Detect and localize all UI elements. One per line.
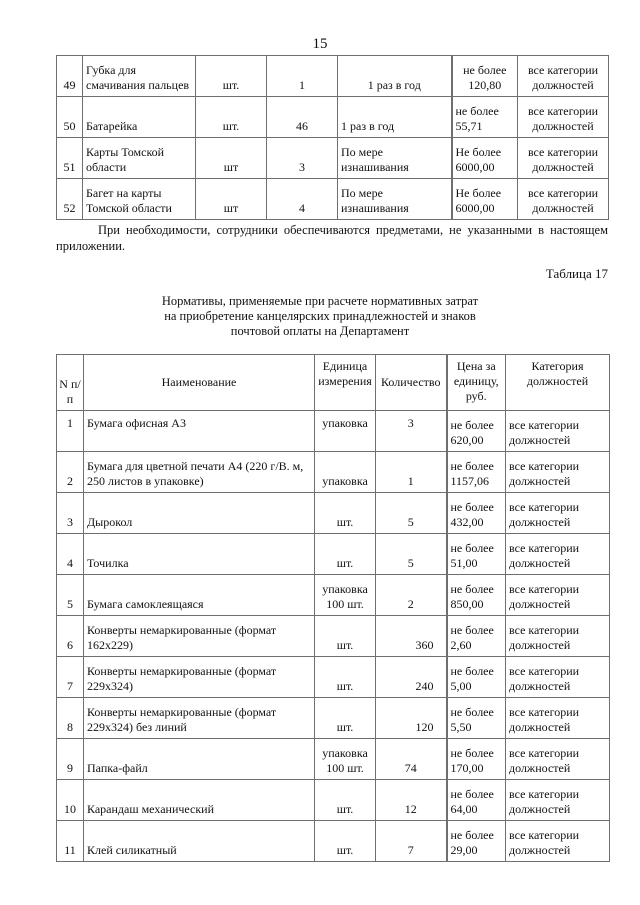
- item-quantity: 5: [376, 534, 447, 575]
- row-number: 1: [57, 411, 84, 452]
- item-quantity: 240: [376, 657, 447, 698]
- item-category: все категории должностей: [506, 780, 610, 821]
- item-unit: упаковка: [315, 411, 376, 452]
- table-header-row: [57, 355, 610, 411]
- table-label: Таблица 17: [545, 266, 608, 281]
- item-name: Бумага самоклеящаяся: [84, 575, 315, 616]
- item-unit: шт.: [196, 56, 267, 97]
- item-category: все категории должностей: [518, 97, 609, 138]
- item-name: Бумага офисная А3: [84, 411, 315, 452]
- item-price: не более 55,71: [452, 97, 518, 138]
- item-price: не более 64,00: [447, 780, 506, 821]
- item-quantity: 12: [376, 780, 447, 821]
- table-row: [57, 493, 610, 534]
- item-period: По мере изнашивания: [338, 138, 452, 179]
- item-period: 1 раз в год: [338, 97, 452, 138]
- item-name: Папка-файл: [84, 739, 315, 780]
- table-row: [57, 780, 610, 821]
- table-row: [57, 411, 610, 452]
- item-name: Дырокол: [84, 493, 315, 534]
- table-row: [57, 452, 610, 493]
- header-quantity: Количество: [376, 355, 447, 411]
- row-number: 6: [57, 616, 84, 657]
- row-number: 7: [57, 657, 84, 698]
- row-number: 2: [57, 452, 84, 493]
- item-quantity: 7: [376, 821, 447, 862]
- row-number: 49: [57, 56, 83, 97]
- item-category: все категории должностей: [506, 534, 610, 575]
- item-quantity: 5: [376, 493, 447, 534]
- item-unit: шт.: [315, 616, 376, 657]
- header-unit: Единица измерения: [315, 355, 376, 411]
- item-name: Карандаш механический: [84, 780, 315, 821]
- item-name: Карты Томской области: [83, 138, 196, 179]
- item-price: не более 29,00: [447, 821, 506, 862]
- item-category: все категории должностей: [506, 493, 610, 534]
- item-category: все категории должностей: [518, 56, 609, 97]
- item-category: все категории должностей: [506, 821, 610, 862]
- item-category: все категории должностей: [518, 179, 609, 220]
- table-row: [57, 179, 609, 220]
- item-price: Не более 6000,00: [452, 138, 518, 179]
- item-name: Губка для смачивания пальцев: [83, 56, 196, 97]
- item-price: не более 5,00: [447, 657, 506, 698]
- table-row: [57, 56, 609, 97]
- item-category: все категории должностей: [506, 411, 610, 452]
- table-title-line: Нормативы, применяемые при расчете нормативных затрат: [161, 294, 479, 308]
- row-number: 50: [57, 97, 83, 138]
- item-unit: упаковка: [315, 452, 376, 493]
- item-category: все категории должностей: [506, 698, 610, 739]
- table-row: [57, 821, 610, 862]
- table-title: [0, 294, 640, 339]
- table-row: [57, 657, 610, 698]
- item-price: не более 850,00: [447, 575, 506, 616]
- header-price: Цена за единицу, руб.: [447, 355, 506, 411]
- item-category: все категории должностей: [518, 138, 609, 179]
- item-period: 1 раз в год: [338, 56, 452, 97]
- table-row: [57, 97, 609, 138]
- row-number: 10: [57, 780, 84, 821]
- item-price: не более 432,00: [447, 493, 506, 534]
- note-paragraph: При необходимости, сотрудники обеспечиваются предметами, не указанными в настоящем приложении.: [56, 223, 608, 253]
- item-name: Батарейка: [83, 97, 196, 138]
- table-row: [57, 616, 610, 657]
- stationery-norms-table: [56, 354, 610, 862]
- page-number: 15: [312, 36, 328, 52]
- row-number: 3: [57, 493, 84, 534]
- item-category: все категории должностей: [506, 575, 610, 616]
- continued-table: [56, 55, 609, 220]
- item-price: не более 5,50: [447, 698, 506, 739]
- item-unit: шт: [196, 138, 267, 179]
- item-name: Клей силикатный: [84, 821, 315, 862]
- item-unit: шт.: [315, 698, 376, 739]
- row-number: 11: [57, 821, 84, 862]
- item-quantity: 120: [376, 698, 447, 739]
- item-quantity: 3: [376, 411, 447, 452]
- table-title-line: на приобретение канцелярских принадлежностей и знаков: [164, 309, 476, 323]
- row-number: 51: [57, 138, 83, 179]
- item-unit: упаковка 100 шт.: [315, 575, 376, 616]
- item-name: Конверты немаркированные (формат 162x229): [84, 616, 315, 657]
- item-price: не более 120,80: [452, 56, 518, 97]
- item-unit: шт.: [315, 780, 376, 821]
- item-unit: шт.: [315, 657, 376, 698]
- item-unit: шт.: [196, 97, 267, 138]
- item-unit: шт.: [315, 821, 376, 862]
- item-category: все категории должностей: [506, 739, 610, 780]
- header-name: Наименование: [84, 355, 315, 411]
- item-unit: шт.: [315, 493, 376, 534]
- item-name: Точилка: [84, 534, 315, 575]
- item-name: Бумага для цветной печати А4 (220 г/В. м, 250 листов в упаковке): [84, 452, 315, 493]
- item-quantity: 74: [376, 739, 447, 780]
- item-price: не более 1157,06: [447, 452, 506, 493]
- row-number: 52: [57, 179, 83, 220]
- item-quantity: 4: [267, 179, 338, 220]
- table-row: [57, 575, 610, 616]
- item-unit: упаковка 100 шт.: [315, 739, 376, 780]
- item-category: все категории должностей: [506, 452, 610, 493]
- item-name: Багет на карты Томской области: [83, 179, 196, 220]
- table-row: [57, 698, 610, 739]
- table-title-line: почтовой оплаты на Департамент: [230, 324, 410, 338]
- row-number: 4: [57, 534, 84, 575]
- header-number: N п/п: [57, 355, 84, 411]
- item-quantity: 360: [376, 616, 447, 657]
- item-price: не более 170,00: [447, 739, 506, 780]
- table-row: [57, 138, 609, 179]
- item-name: Конверты немаркированные (формат 229x324): [84, 657, 315, 698]
- item-category: все категории должностей: [506, 657, 610, 698]
- item-category: все категории должностей: [506, 616, 610, 657]
- item-price: не более 51,00: [447, 534, 506, 575]
- table-row: [57, 739, 610, 780]
- item-quantity: 3: [267, 138, 338, 179]
- item-period: По мере изнашивания: [338, 179, 452, 220]
- item-quantity: 1: [376, 452, 447, 493]
- row-number: 9: [57, 739, 84, 780]
- item-price: не более 620,00: [447, 411, 506, 452]
- item-unit: шт.: [315, 534, 376, 575]
- header-category: Категория должностей: [506, 355, 610, 411]
- row-number: 5: [57, 575, 84, 616]
- item-quantity: 1: [267, 56, 338, 97]
- row-number: 8: [57, 698, 84, 739]
- item-price: не более 2,60: [447, 616, 506, 657]
- item-name: Конверты немаркированные (формат 229x324) без линий: [84, 698, 315, 739]
- table-row: [57, 534, 610, 575]
- item-price: Не более 6000,00: [452, 179, 518, 220]
- item-quantity: 2: [376, 575, 447, 616]
- item-quantity: 46: [267, 97, 338, 138]
- item-unit: шт: [196, 179, 267, 220]
